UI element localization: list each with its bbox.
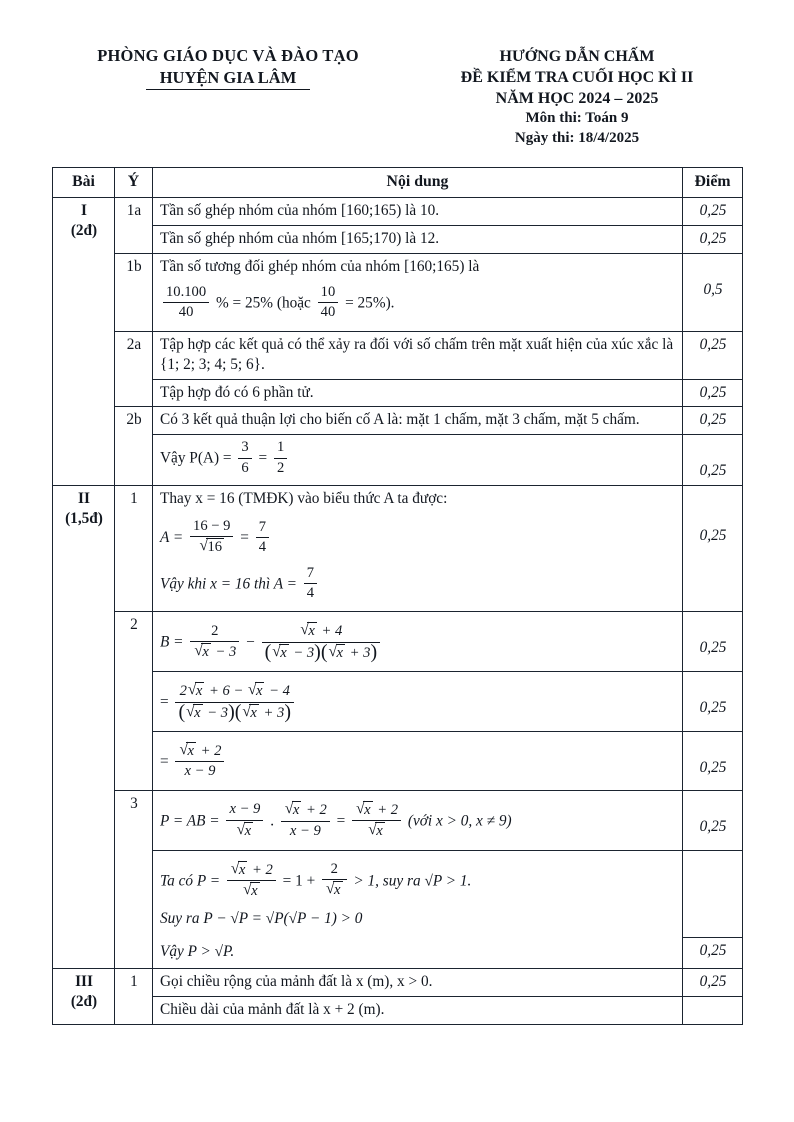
y-label-2b: 2b xyxy=(126,411,142,429)
y-cell-ii-3 xyxy=(115,790,153,850)
diem-cell-ii-3c: 0,25 xyxy=(683,937,743,968)
content-cell-2a-1 xyxy=(153,331,683,379)
fraction-sqrtx-plus2-over-sqrtx-b: √ x + 2 √ x xyxy=(227,861,276,901)
content-formula-B-step3 xyxy=(160,743,676,782)
content-cell-ii-3a xyxy=(153,790,683,850)
content-text: Thay x = 16 (TMĐK) vào biểu thức A ta được: xyxy=(160,490,448,508)
equals-plus-text: = 1 + xyxy=(282,872,316,890)
header-right-block xyxy=(412,46,742,149)
diem-cell-2b-1: 0,25 xyxy=(683,407,743,435)
diem-cell-1b: 0,5 xyxy=(683,254,743,332)
y-cell-1b xyxy=(115,254,153,332)
fraction-1-2: $\frac{1}{2}$ xyxy=(274,439,287,477)
condition-text: (với x > 0, x ≠ 9) xyxy=(407,812,512,830)
equals-sign: = xyxy=(336,812,346,830)
header-left-block xyxy=(52,46,398,90)
content-cell-ii-3c xyxy=(153,937,683,968)
formula-suffix-text: = 25%). xyxy=(345,294,395,312)
y-cell-iii-1-cont xyxy=(115,997,153,1025)
inequality-text: > 1, suy ra √P > 1. xyxy=(353,872,472,890)
formula-lhs: P = AB = xyxy=(160,812,220,830)
col-header-diem: Điểm xyxy=(683,167,743,198)
exam-title: ĐỀ KIỂM TRA CUỐI HỌC KÌ II xyxy=(460,69,694,87)
fraction-2-over-sqrtx-minus3: 2 √ x − 3 xyxy=(190,623,239,662)
bai-points-2: (1,5đ) xyxy=(65,510,103,528)
table-row xyxy=(53,997,743,1025)
y-cell-2b xyxy=(115,407,153,435)
table-header-row xyxy=(53,167,743,198)
y-cell-iii-1 xyxy=(115,969,153,997)
bai-label-1: I xyxy=(81,202,87,220)
fraction-3-6: $\frac{3}{6}$ xyxy=(238,439,251,477)
equals-sign: = xyxy=(240,528,249,546)
fraction-7-4: $\frac{7}{4}$ xyxy=(256,519,269,557)
table-row xyxy=(53,969,743,997)
content-cell-2a-2 xyxy=(153,379,683,407)
y-cell-2a xyxy=(115,331,153,379)
table-row xyxy=(53,254,743,332)
content-text: Tập hợp các kết quả có thể xảy ra đối với số chấm trên mặt xuất hiện của xúc xắc là {1; 2; 3; 4; 5; 6}. xyxy=(160,335,674,373)
diem-cell-ii-2b: 0,25 xyxy=(683,672,743,732)
diem-cell-ii-1: 0,25 xyxy=(683,486,743,612)
formula-lhs: B = xyxy=(160,633,184,651)
content-cell-ii-2b xyxy=(153,672,683,732)
content-text: Có 3 kết quả thuận lợi cho biến cố A là: mặt 1 chấm, mặt 3 chấm, mặt 5 chấm. xyxy=(160,411,640,429)
content-formula-B xyxy=(160,623,676,663)
school-year: NĂM HỌC 2024 – 2025 xyxy=(495,90,659,108)
y-cell-ii-3-cont2 xyxy=(115,937,153,968)
y-label-ii-2: 2 xyxy=(130,616,138,634)
equals-sign: = xyxy=(160,753,169,771)
department-name: PHÒNG GIÁO DỤC VÀ ĐÀO TẠO xyxy=(97,46,359,65)
fraction-7-4-b: $\frac{7}{4}$ xyxy=(304,565,317,603)
bai-points-1: (2đ) xyxy=(70,222,98,240)
fraction-10-40: $\frac{10}{40}$ xyxy=(318,284,339,322)
fraction-16-9-sqrt16: 16 − 9 √ 16 xyxy=(190,518,233,557)
col-header-y: Ý xyxy=(115,167,153,198)
table-row xyxy=(53,850,743,937)
minus-sign: − xyxy=(246,633,255,651)
table-row xyxy=(53,937,743,968)
content-formula-B-step2 xyxy=(160,683,676,723)
fraction-x-minus9-over-sqrtx: x − 9 √ x xyxy=(226,801,263,840)
content-cell-ii-3b xyxy=(153,850,683,937)
y-label-iii-1: 1 xyxy=(130,973,138,991)
content-formula-P-step2 xyxy=(160,862,676,902)
bai-label-2: II xyxy=(78,490,90,508)
exam-date: Ngày thi: 18/4/2025 xyxy=(514,130,640,147)
doc-title: HƯỚNG DẪN CHẤM xyxy=(499,48,655,65)
diem-cell-iii-1: 0,25 xyxy=(683,969,743,997)
formula-prefix-text: Vậy khi x = 16 thì A = xyxy=(160,575,297,593)
fraction-2-over-sqrtx: 2 √ x xyxy=(322,861,346,900)
y-cell-ii-2-cont1 xyxy=(115,672,153,732)
table-row xyxy=(53,672,743,732)
col-header-noidung: Nội dung xyxy=(153,167,683,198)
content-cell-ii-1 xyxy=(153,486,683,612)
content-formula-ii-1a xyxy=(160,519,676,558)
y-label-2a: 2a xyxy=(126,335,142,353)
table-row xyxy=(53,612,743,672)
content-cell-2b-1 xyxy=(153,407,683,435)
diem-cell-2a-1: 0,25 xyxy=(683,331,743,379)
diem-cell-ii-2a: 0,25 xyxy=(683,612,743,672)
table-row xyxy=(53,486,743,612)
fraction-sqrtx-plus4-over-product: √ $\frac{x + 4}{( √ x - 3)( √ x + 3)}$ xyxy=(262,622,381,662)
bai-cell-1 xyxy=(53,198,115,486)
content-text: Gọi chiều rộng của mảnh đất là x (m), x > 0. xyxy=(160,973,433,991)
bai-points-3: (2đ) xyxy=(70,993,98,1011)
fraction-sqrtx-plus2-over-x-minus9: √ $\frac{x + 2}{x - 9}$ xyxy=(281,801,330,840)
content-text: Tần số ghép nhóm của nhóm [160;165) là 10. xyxy=(160,202,440,220)
content-text: Tần số ghép nhóm của nhóm [165;170) là 12. xyxy=(160,230,440,248)
y-label-1a: 1a xyxy=(126,202,142,220)
diem-cell-2a-2: 0,25 xyxy=(683,379,743,407)
bai-cell-3 xyxy=(53,969,115,1025)
content-formula-2b xyxy=(160,440,676,478)
fraction-step2: $\frac{2 √ x + 6 - √ x - 4}{( √ x - 3)( √ x + 3)}$ xyxy=(175,682,294,722)
content-formula-P-conclusion: Vậy P > √P. xyxy=(160,943,235,961)
y-cell-ii-1 xyxy=(115,486,153,612)
table-row xyxy=(53,732,743,791)
content-text: Tần số tương đối ghép nhóm của nhóm [160;165) là xyxy=(160,258,480,276)
table-row xyxy=(53,226,743,254)
content-text: Chiều dài của mảnh đất là x + 2 (m). xyxy=(160,1001,385,1019)
content-formula-P xyxy=(160,802,676,842)
table-row xyxy=(53,331,743,379)
diem-cell-1a-1: 0,25 xyxy=(683,198,743,226)
content-cell-1a-1 xyxy=(153,198,683,226)
content-formula-ii-1b xyxy=(160,566,676,604)
table-row xyxy=(53,435,743,486)
sqrt-16: √ 16 xyxy=(190,537,233,557)
subject: Môn thi: Toán 9 xyxy=(525,110,629,127)
diem-cell-ii-3b xyxy=(683,850,743,937)
fraction-10100-40: $\frac{10.100}{40}$ xyxy=(163,284,209,322)
y-cell-1a-cont xyxy=(115,226,153,254)
multiply-dot: . xyxy=(270,812,275,830)
equals-sign: = xyxy=(258,449,268,467)
diem-cell-ii-2c: 0,25 xyxy=(683,732,743,791)
col-header-bai: Bài xyxy=(53,167,115,198)
formula-lhs: A = xyxy=(160,528,184,546)
content-cell-ii-2a xyxy=(153,612,683,672)
y-label-ii-3: 3 xyxy=(130,794,138,812)
content-formula-P-step3: Suy ra P − √P = √P(√P − 1) > 0 xyxy=(160,910,363,928)
y-cell-1a xyxy=(115,198,153,226)
table-row xyxy=(53,379,743,407)
bai-label-3: III xyxy=(75,973,93,991)
formula-prefix-text: Vậy P(A) = xyxy=(160,449,232,467)
y-cell-2a-cont xyxy=(115,379,153,407)
formula-mid-text: % = 25% (hoặc xyxy=(215,294,311,312)
content-cell-1a-2 xyxy=(153,226,683,254)
y-cell-ii-2 xyxy=(115,612,153,672)
content-cell-ii-2c xyxy=(153,732,683,791)
y-label-ii-1: 1 xyxy=(130,490,138,508)
diem-cell-ii-3a: 0,25 xyxy=(683,790,743,850)
bai-cell-2 xyxy=(53,486,115,969)
district-name: HUYỆN GIA LÂM xyxy=(146,68,311,90)
content-cell-2b-2 xyxy=(153,435,683,486)
y-cell-ii-2-cont2 xyxy=(115,732,153,791)
content-text: Tập hợp đó có 6 phần tử. xyxy=(160,383,314,401)
content-cell-1b xyxy=(153,254,683,332)
document-header xyxy=(52,46,742,149)
content-cell-iii-2 xyxy=(153,997,683,1025)
content-cell-iii-1 xyxy=(153,969,683,997)
formula-prefix-text: Ta có P = xyxy=(160,872,221,890)
content-formula-1b xyxy=(160,285,676,323)
table-row xyxy=(53,790,743,850)
diem-cell-1a-2: 0,25 xyxy=(683,226,743,254)
table-row xyxy=(53,407,743,435)
equals-sign: = xyxy=(160,693,169,711)
table-row xyxy=(53,198,743,226)
y-label-1b: 1b xyxy=(126,258,142,276)
diem-cell-2b-2: 0,25 xyxy=(683,435,743,486)
grading-table xyxy=(52,167,743,1025)
fraction-step3: √ $\frac{x + 2}{x - 9}$ xyxy=(175,742,224,781)
fraction-sqrtx-plus2-over-sqrtx: √ x + 2 √ x xyxy=(352,801,401,841)
y-cell-2b-cont xyxy=(115,435,153,486)
diem-cell-iii-2 xyxy=(683,997,743,1025)
y-cell-ii-3-cont1 xyxy=(115,850,153,937)
